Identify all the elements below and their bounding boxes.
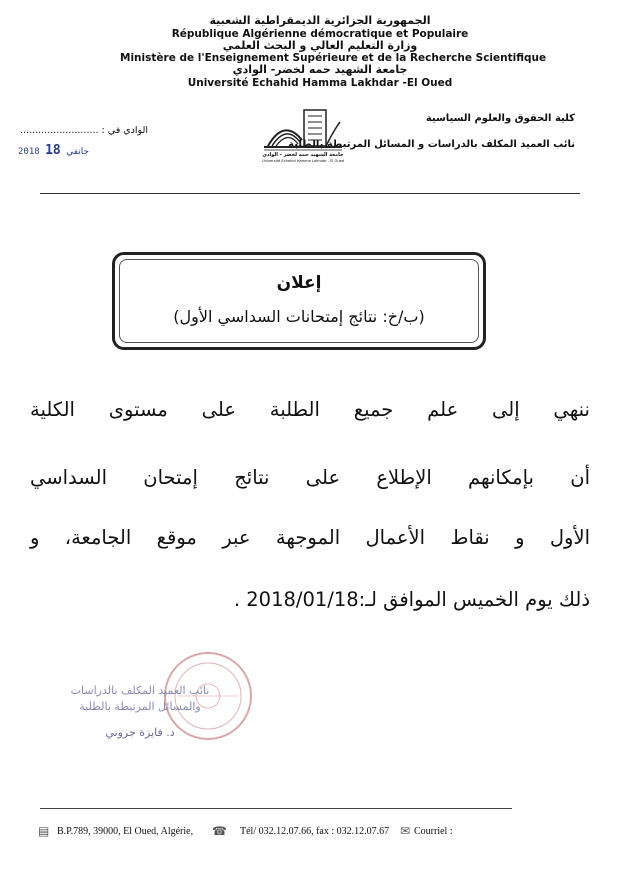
- footer-email-label: Courriel :: [414, 826, 453, 837]
- date-stamp: [18, 143, 118, 158]
- announcement-box-inner: [119, 259, 479, 343]
- fax-icon: ✉: [400, 824, 411, 838]
- stamp-year: 2018: [18, 147, 40, 157]
- announcement-title: إعلان: [276, 273, 322, 293]
- footer-address: B.P.789, 39000, El Oued, Algérie,: [57, 826, 194, 837]
- announcement-subtitle: (ب/خ: نتائج إمتحانات السداسي الأول): [173, 307, 425, 326]
- signer-name: د. فايزة جروني: [105, 726, 175, 739]
- mailbox-icon: ▤: [38, 824, 50, 838]
- logo-caption-fr: Université Echahid Hamma Lakhdar - El Oued: [262, 159, 345, 163]
- telephone-icon: ☎: [212, 824, 227, 838]
- stamp-day: 18: [45, 143, 61, 158]
- header-divider: [40, 193, 580, 194]
- signer-title-line2: والمسائل المرتبطة بالطلبة: [79, 700, 201, 713]
- footer: [0, 826, 620, 842]
- place-date-label: الوادي في : ..........................: [20, 125, 148, 136]
- body-line-1: ننهي إلى علم جميع الطلبة على مستوى الكلية: [30, 398, 590, 421]
- ministry-name-fr: Ministère de l'Enseignement Supérieure et de la Recherche Scientifique: [120, 52, 547, 64]
- body-line-4: ذلك يوم الخميس الموافق لـ:2018/01/18 .: [233, 588, 590, 611]
- announcement-box: [112, 252, 486, 350]
- logo-caption-ar: جامعة الشهيد حمه لخضر - الوادي: [262, 152, 344, 158]
- university-name-fr: Université Echahid Hamma Lakhdar -El Oued: [187, 77, 453, 89]
- ministry-name-ar: وزارة التعليم العالي و البحث العلمي: [222, 39, 418, 52]
- body-line-3: الأول و نقاط الأعمال الموجهة عبر موقع الجامعة، و: [30, 526, 590, 549]
- republic-name-ar: الجمهورية الجزائرية الديمقراطية الشعبية: [209, 14, 431, 27]
- footer-divider: [40, 808, 512, 809]
- faculty-name: كلية الحقوق والعلوم السياسية: [425, 113, 575, 124]
- body-line-2: أن بإمكانهم الإطلاع على نتائج إمتحان السداسي: [30, 466, 590, 489]
- university-name-ar: جامعة الشهيد حمه لخضر- الوادي: [232, 63, 408, 76]
- footer-phone-fax: Tél/ 032.12.07.66, fax : 032.12.07.67: [240, 826, 390, 837]
- republic-name-fr: République Algérienne démocratique et Populaire: [171, 28, 469, 40]
- stamp-month: جانفي: [66, 147, 90, 157]
- faculty-office: نائب العميد المكلف بالدراسات و المسائل المرتبطة بالطلبة: [288, 139, 575, 150]
- university-logo: [262, 100, 344, 170]
- signer-title-line1: نائب العميد المكلف بالدراسات: [70, 684, 210, 697]
